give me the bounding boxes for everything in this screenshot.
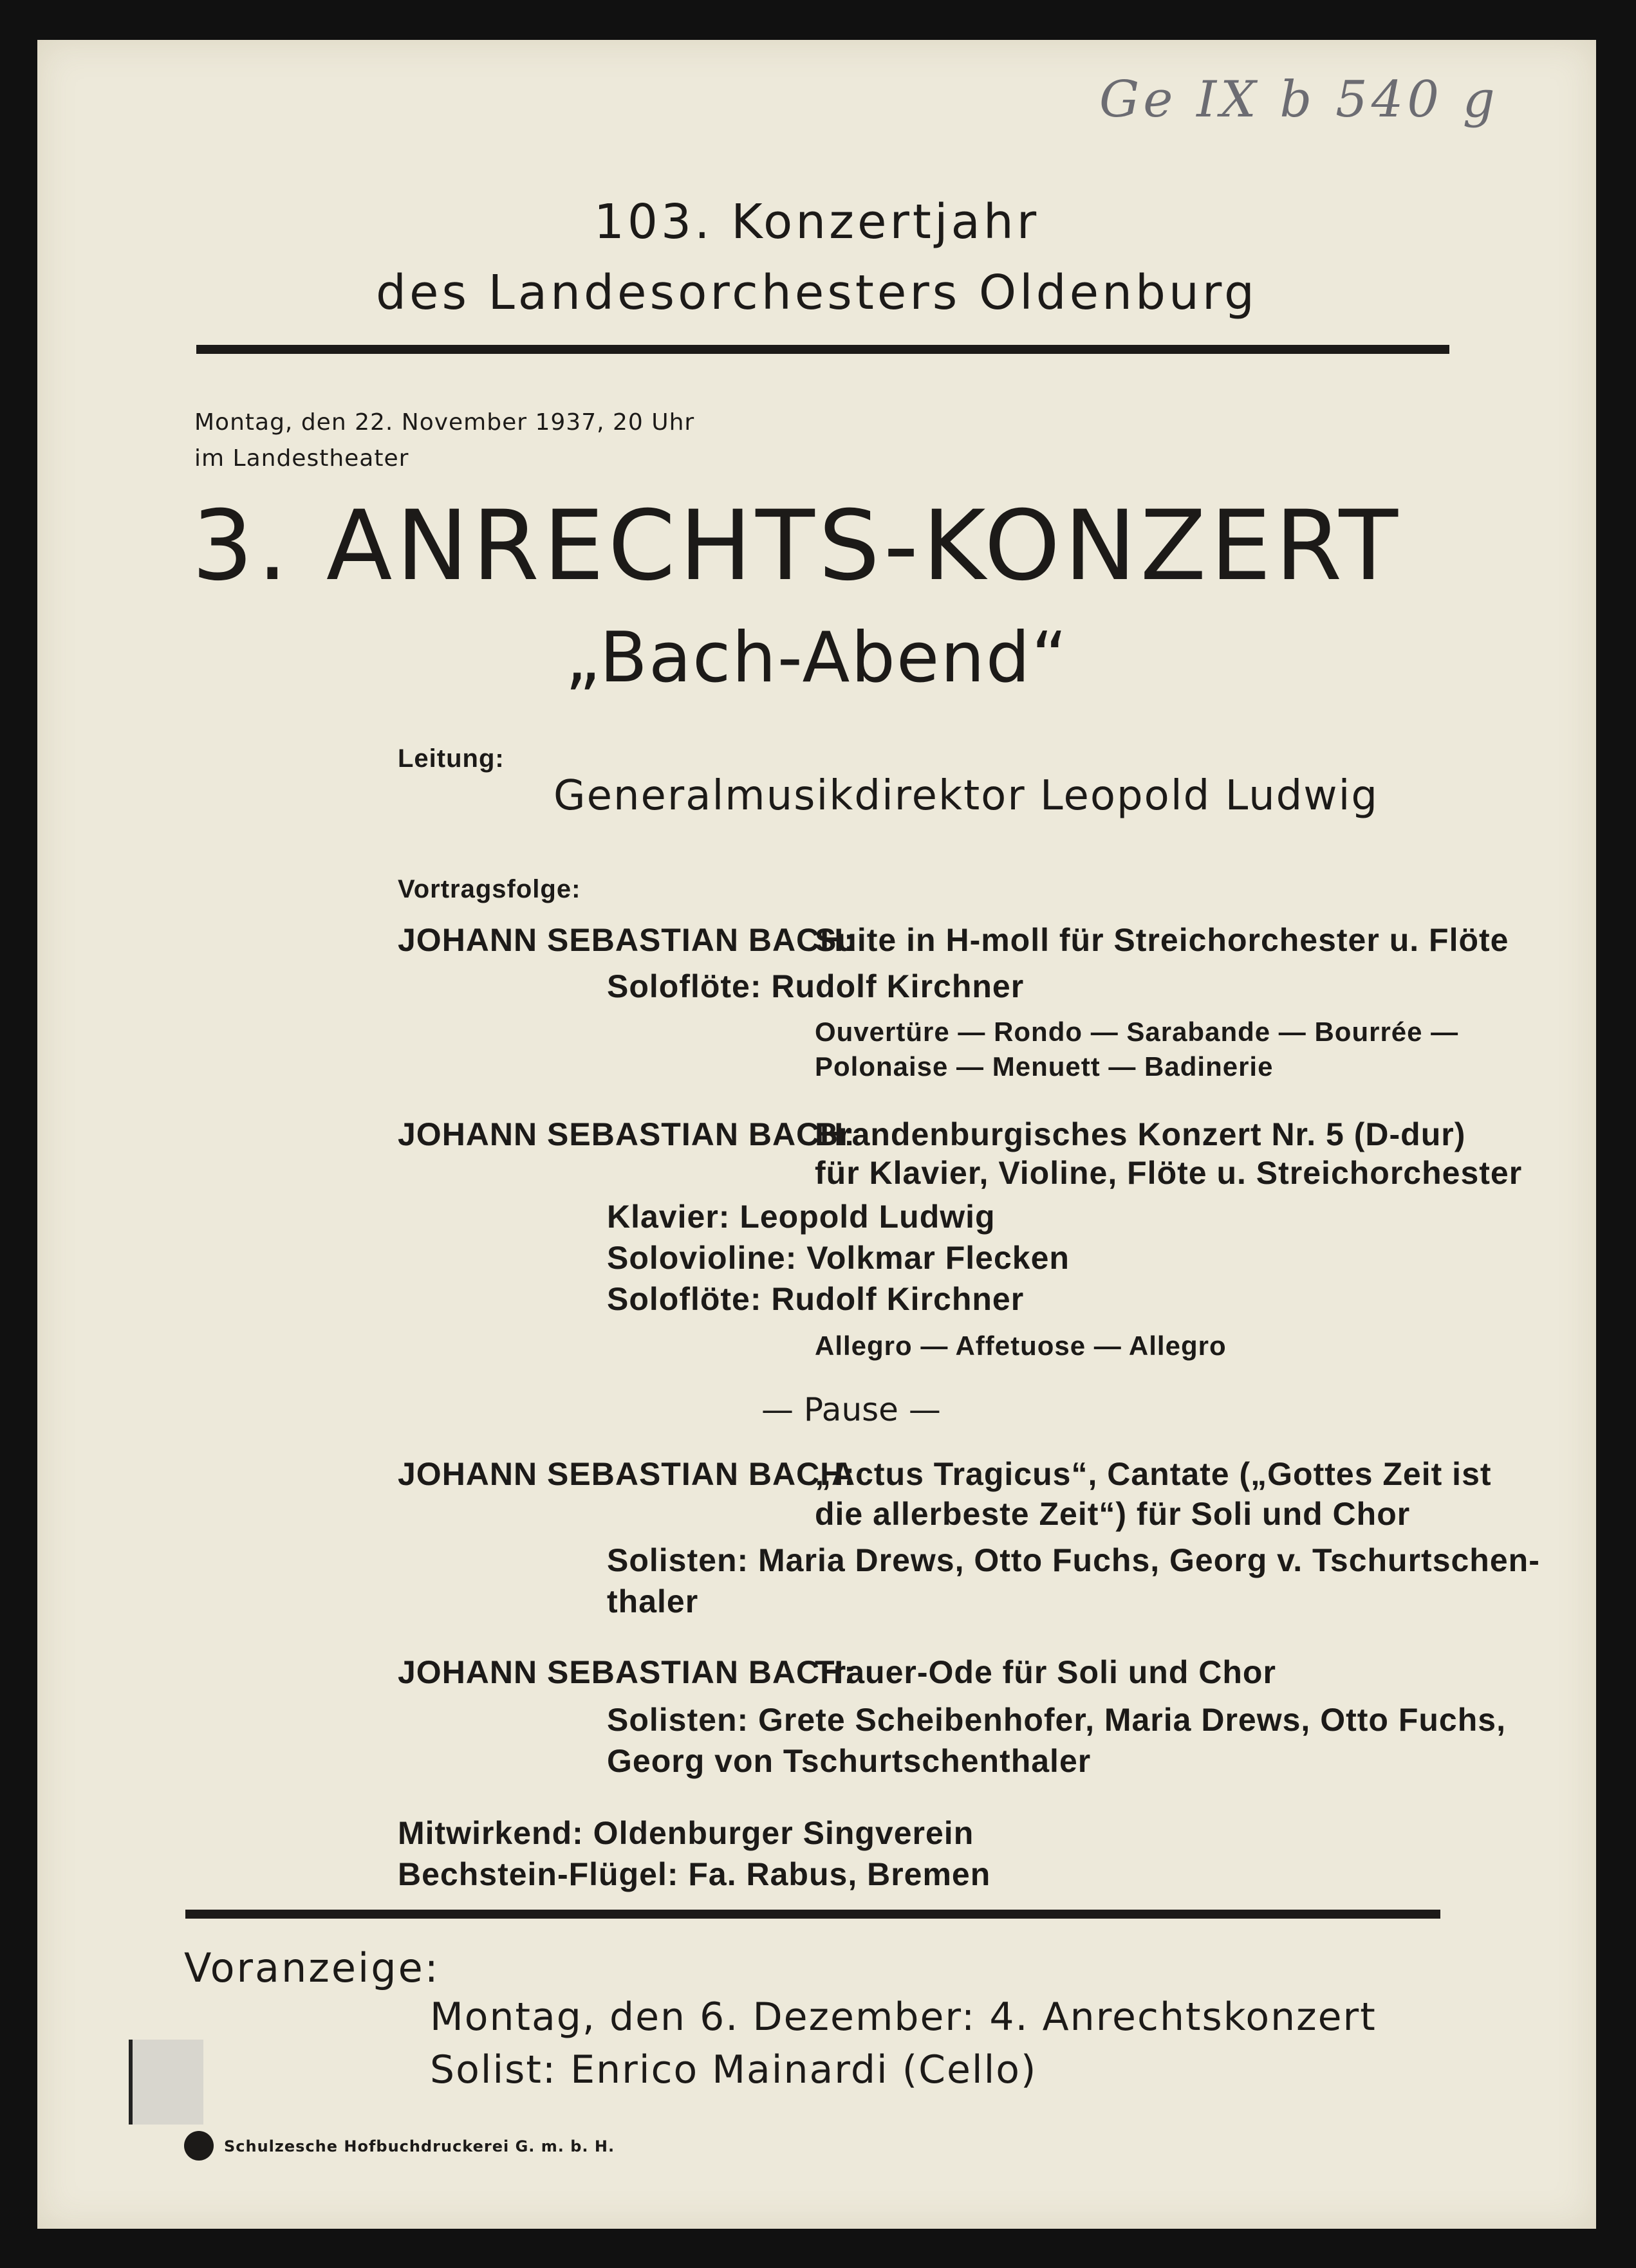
work-1-performer: Soloflöte: Rudolf Kirchner xyxy=(607,968,1025,1004)
work-4-performers-1: Solisten: Grete Scheibenhofer, Maria Drews, Otto Fuchs, xyxy=(607,1702,1506,1738)
work-2-performer-3: Soloflöte: Rudolf Kirchner xyxy=(607,1281,1025,1317)
concert-subtitle: „Bach-Abend“ xyxy=(564,618,1069,698)
pause: — Pause — xyxy=(761,1391,941,1428)
work-3-performers-2: thaler xyxy=(607,1583,699,1619)
work-3-performers-1: Solisten: Maria Drews, Otto Fuchs, Georg v. Tschurtschen- xyxy=(607,1542,1540,1578)
credit-piano: Bechstein-Flügel: Fa. Rabus, Bremen xyxy=(398,1856,991,1892)
work-1-movements-2: Polonaise — Menuett — Badinerie xyxy=(815,1051,1274,1082)
work-4-performers-2: Georg von Tschurtschenthaler xyxy=(607,1743,1092,1779)
work-3-title-2: die allerbeste Zeit“) für Soli und Chor xyxy=(815,1496,1411,1532)
printer-imprint: Schulzesche Hofbuchdruckerei G. m. b. H. xyxy=(224,2137,615,2155)
header-line-2: des Landesorchesters Oldenburg xyxy=(375,265,1258,320)
credit-choir: Mitwirkend: Oldenburger Singverein xyxy=(398,1815,974,1851)
work-2-title-2: für Klavier, Violine, Flöte u. Streichorchester xyxy=(815,1155,1523,1191)
bottom-rule xyxy=(185,1910,1440,1919)
work-2-performer-1: Klavier: Leopold Ludwig xyxy=(607,1199,996,1235)
work-2-movements: Allegro — Affetuose — Allegro xyxy=(815,1331,1227,1361)
printer-logo xyxy=(184,2131,214,2161)
event-venue: im Landestheater xyxy=(194,445,409,472)
work-2-performer-2: Solovioline: Volkmar Flecken xyxy=(607,1240,1070,1276)
work-2-composer: JOHANN SEBASTIAN BACH: xyxy=(398,1116,855,1152)
preview-label: Voranzeige: xyxy=(184,1944,440,1991)
work-3-composer: JOHANN SEBASTIAN BACH: xyxy=(398,1456,855,1492)
preview-line-1: Montag, den 6. Dezember: 4. Anrechtskonzert xyxy=(430,1995,1377,2040)
conductor-name: Generalmusikdirektor Leopold Ludwig xyxy=(553,772,1379,820)
direction-label: Leitung: xyxy=(398,744,505,773)
archive-shelfmark: Ge IX b 540 g xyxy=(1099,71,1499,129)
work-1-composer: JOHANN SEBASTIAN BACH: xyxy=(398,922,855,958)
work-4-composer: JOHANN SEBASTIAN BACH: xyxy=(398,1654,855,1690)
work-2-title-1: Brandenburgisches Konzert Nr. 5 (D-dur) xyxy=(815,1116,1466,1152)
poster-sheet xyxy=(37,40,1596,2229)
archive-binding-tab xyxy=(129,2040,203,2125)
work-1-movements-1: Ouvertüre — Rondo — Sarabande — Bourrée — xyxy=(815,1017,1459,1047)
concert-title: 3. ANRECHTS-KONZERT xyxy=(192,490,1402,602)
header-line-1: 103. Konzertjahr xyxy=(593,194,1040,250)
work-4-title: Trauer-Ode für Soli und Chor xyxy=(815,1654,1276,1690)
top-rule xyxy=(196,345,1449,354)
work-3-title-1: „Actus Tragicus“, Cantate („Gottes Zeit ist xyxy=(815,1456,1492,1492)
event-date: Montag, den 22. November 1937, 20 Uhr xyxy=(194,409,695,436)
work-1-title: Suite in H-moll für Streichorchester u. Flöte xyxy=(815,922,1509,958)
preview-line-2: Solist: Enrico Mainardi (Cello) xyxy=(430,2047,1037,2092)
program-label: Vortragsfolge: xyxy=(398,875,581,903)
